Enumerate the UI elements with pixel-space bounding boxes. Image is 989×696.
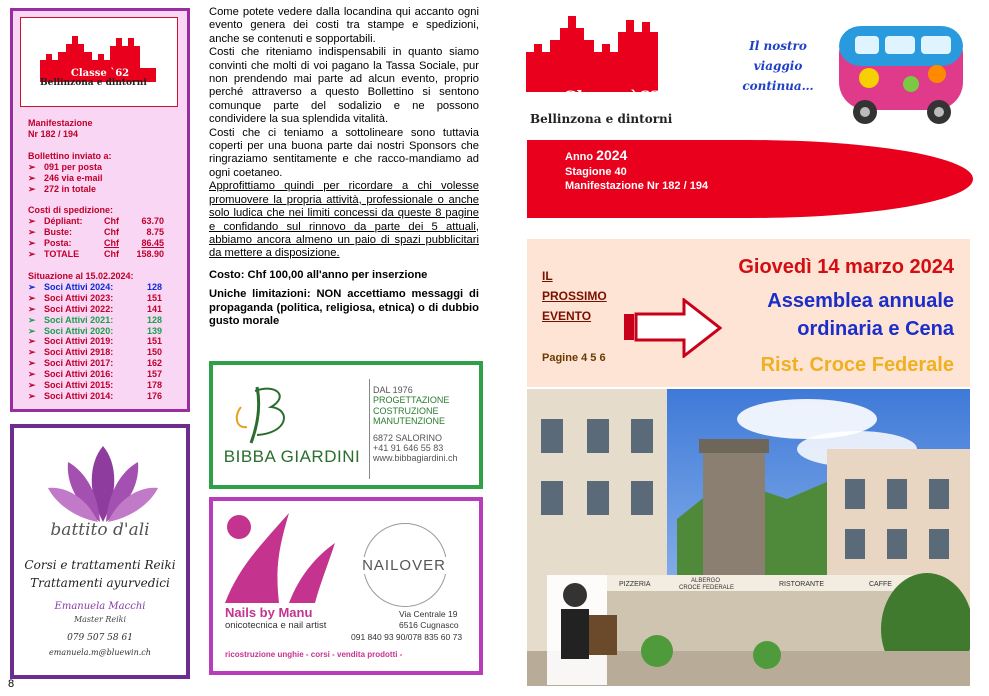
battito-email: emanuela.m@bluewin.ch — [49, 648, 151, 657]
table-row: ➢ Soci Attivi 2020: 139 — [28, 325, 162, 336]
article-text — [209, 6, 479, 328]
list-item: ➢ 091 per posta — [28, 161, 103, 172]
article-paragraph: Costi che ci teniamo a sottolineare sono tuttavia coperti per una buona parte dai nostri Sponsors che ringraziamo sentitamente e che racco-mandiamo ad ogni coetaneo. — [209, 126, 479, 179]
table-row: ➢ Soci Attivi 2014: 176 — [28, 390, 162, 401]
table-row: ➢ Soci Attivi 2017: 162 — [28, 358, 162, 369]
lotus-petals-icon — [48, 444, 158, 524]
table-row: ➢ Buste: Chf 8.75 — [28, 227, 164, 238]
sign-croce-federale: CROCE FEDERALE — [679, 585, 735, 591]
bibba-info: DAL 1976 PROGETTAZIONE COSTRUZIONE MANUTENZIONE 6872 SALORINO +41 91 646 55 83 www.bibbagiardini.ch — [373, 385, 458, 464]
battito-brand: battito d'ali — [50, 520, 150, 540]
battito-line2: Trattamenti ayurvedici — [30, 576, 170, 590]
manifestazione-label: Manifestazione — [28, 118, 93, 128]
battito-title: Master Reiki — [73, 615, 127, 624]
event-title-line2: ordinaria e Cena — [797, 318, 954, 340]
table-row: ➢ Posta: Chf 86.45 — [28, 238, 164, 249]
costi-heading: Costi di spedizione: — [28, 205, 114, 216]
sidebar-content — [28, 118, 184, 402]
page-number: 8 — [8, 678, 15, 690]
battito-line1: Corsi e trattamenti Reiki — [24, 558, 176, 572]
table-row: ➢ Soci Attivi 2918: 150 — [28, 347, 162, 358]
ad-battito-dali — [10, 424, 190, 679]
nails-services: ricostruzione unghie - corsi - vendita prodotti - — [225, 650, 403, 659]
bibba-logo-icon — [227, 377, 297, 447]
hotel-photo — [527, 389, 970, 686]
castle-logo-large — [526, 12, 686, 92]
tagline: Il nostro viaggio continua… — [742, 39, 814, 93]
article-paragraph: Approfittiamo quindi per ricordare a chi volesse promuovere la propria attività, professionale o anche solo ludica che nei limiti concessi da queste 8 pagine e confidando sul rinnovo da parte dei 5 attuali, abbiamo ancora almeno un paio di spazi pubblicitari da mettere a disposizione. — [209, 180, 479, 260]
table-row: ➢ TOTALE Chf 158.90 — [28, 249, 164, 260]
list-item: ➢ 272 in totale — [28, 183, 97, 194]
next-event-label: IL PROSSIMO EVENTO — [542, 269, 607, 323]
ad-nails-by-manu — [209, 497, 483, 675]
table-row: ➢ Dépliant: Chf 63.70 — [28, 216, 164, 227]
table-row: ➢ Soci Attivi 2015: 178 — [28, 380, 162, 391]
event-title-line1: Assemblea annuale — [767, 290, 954, 312]
logo-title: Classe `62 — [563, 88, 663, 108]
sign-albergo: ALBERGO — [691, 578, 721, 584]
bibba-name: BIBBA GIARDINI — [223, 447, 361, 466]
nails-address: Via Centrale 19 6516 Cugnasco — [399, 609, 459, 630]
small-logo-subtitle: Bellinzona e dintorni — [40, 78, 147, 88]
article-paragraph: Come potete vedere dalla locandina qui accanto ogni evento genera dei costi tra stampe e spedizioni, anche se contenuti e sopportabili. — [209, 6, 479, 45]
nails-phone: 091 840 93 90/078 835 60 73 — [351, 632, 463, 642]
manifestazione-nr: Nr 182 / 194 — [28, 128, 79, 139]
situazione-heading: Situazione al 15.02.2024: — [28, 270, 134, 281]
nails-brand: Nails by Manu — [225, 605, 313, 620]
battito-name: Emanuela Macchi — [54, 601, 146, 612]
event-date: Giovedì 14 marzo 2024 — [738, 256, 954, 278]
table-row: ➢ Soci Attivi 2019: 151 — [28, 336, 162, 347]
article-cost: Costo: Chf 100,00 all'anno per inserzione — [209, 268, 428, 281]
nailover-logo-text: NAILOVER — [349, 557, 459, 574]
table-row: ➢ Soci Attivi 2024: 128 — [28, 281, 162, 292]
sign-caffe: CAFFE — [869, 581, 892, 588]
sign-pizzeria: PIZZERIA — [619, 581, 651, 588]
sign-ristorante: RISTORANTE — [779, 581, 824, 588]
logo-subtitle: Bellinzona e dintorni — [530, 112, 673, 126]
battito-phone: 079 507 58 61 — [67, 633, 133, 643]
table-row: ➢ Soci Attivi 2023: 151 — [28, 292, 162, 303]
table-row: ➢ Soci Attivi 2022: 141 — [28, 303, 162, 314]
list-item: ➢ 246 via e-mail — [28, 172, 103, 183]
nails-subtitle: onicotecnica e nail artist — [225, 620, 327, 631]
hippie-van-icon — [827, 12, 977, 130]
table-row: ➢ Soci Attivi 2021: 128 — [28, 314, 162, 325]
divider — [369, 379, 370, 479]
bollettino-heading: Bollettino inviato a: — [28, 150, 112, 161]
small-logo-title: Classe `62 — [70, 68, 130, 79]
article-limits: Uniche limitazioni: NON accettiamo messaggi di propaganda (politica, religiosa, etnica) o di dubbio gusto morale — [209, 288, 479, 327]
table-row: ➢ Soci Attivi 2016: 157 — [28, 369, 162, 380]
article-paragraph: Costi che riteniamo indispensabili in quanto siamo convinti che molti di voi pagano la Tassa Sociale, pur non prendendo mai parte ad alcun evento, proprio perché attraverso a questo Bollettino si sentono comunque parte del sodalizio e ne possono condividere la sua splendida vitalità. — [209, 46, 479, 126]
event-pages: Pagine 4 5 6 — [542, 352, 606, 364]
nail-brush-icon — [219, 507, 339, 607]
ad-bibba-giardini — [209, 361, 483, 489]
header-info: Anno 2024 Stagione 40 Manifestazione Nr 182 / 194 — [565, 147, 709, 192]
event-venue: Rist. Croce Federale — [760, 354, 954, 376]
